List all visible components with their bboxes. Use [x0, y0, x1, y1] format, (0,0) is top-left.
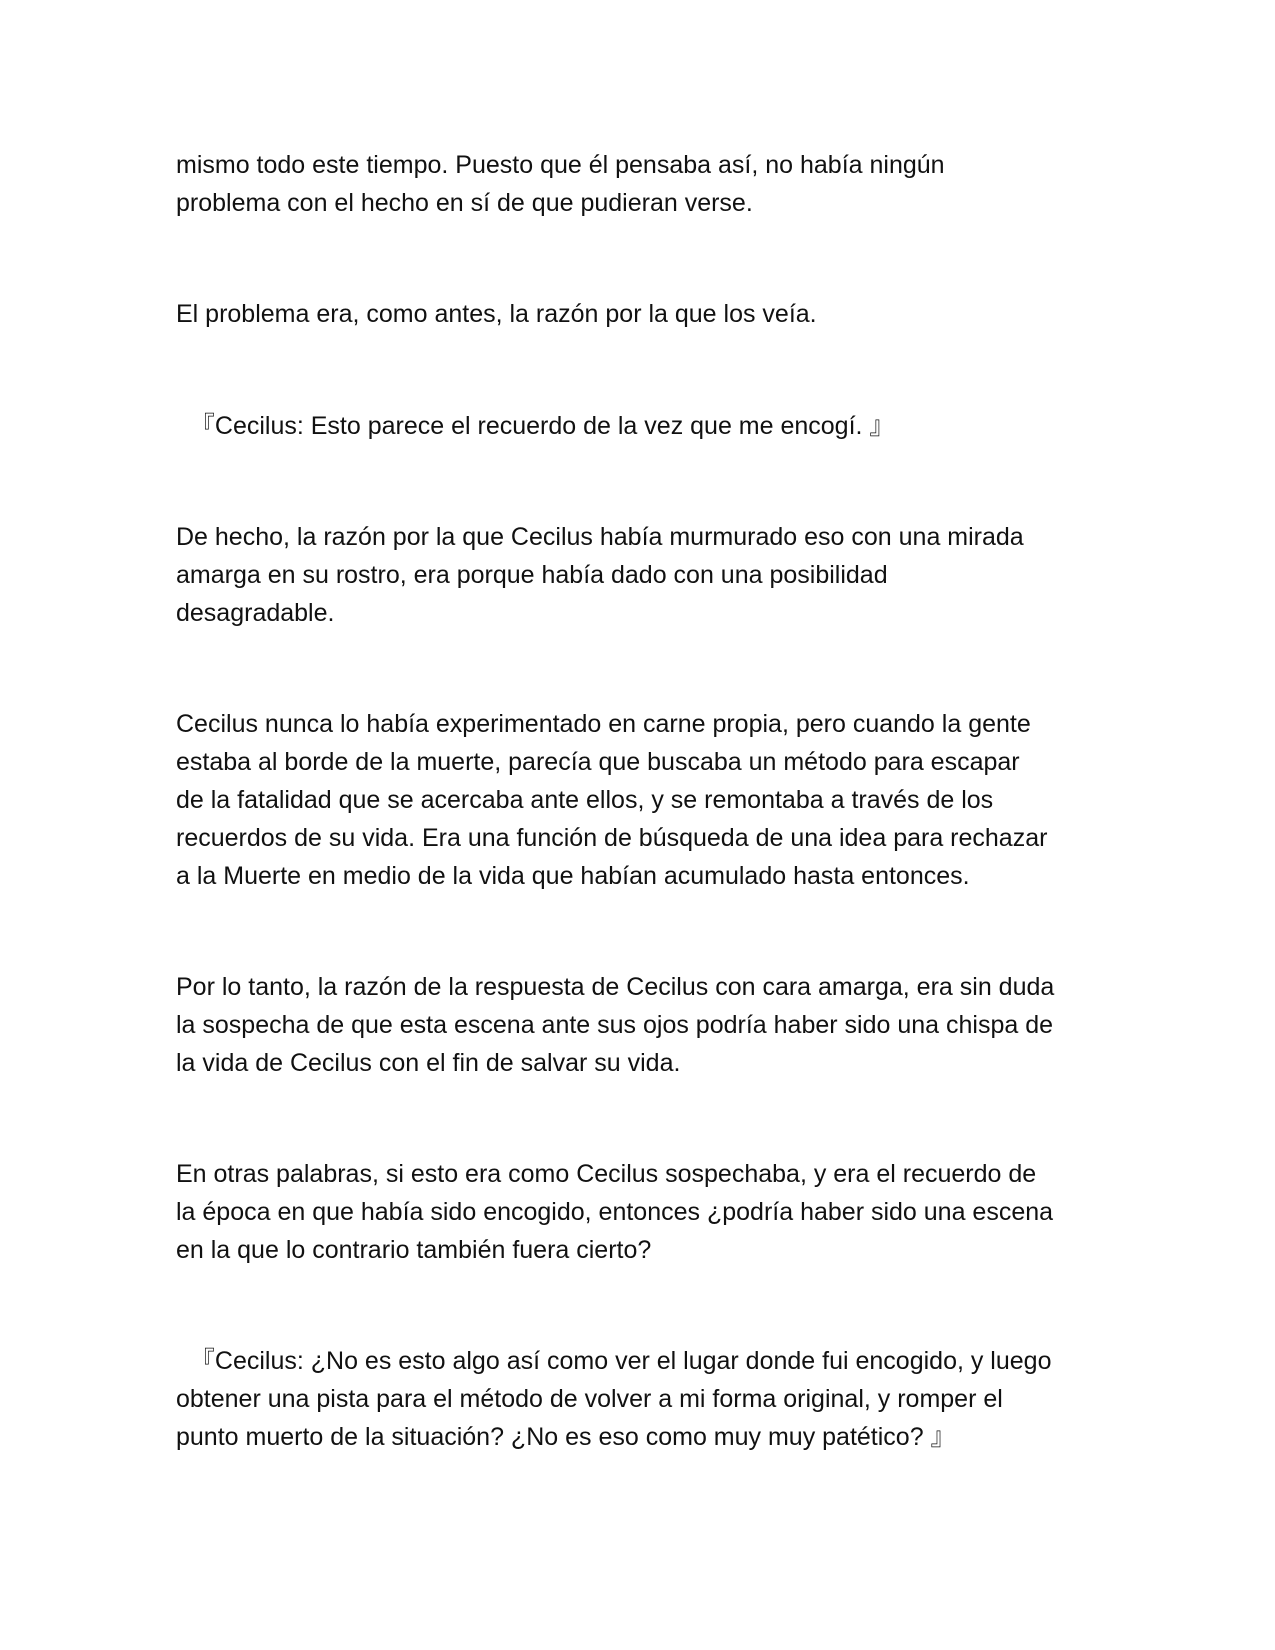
paragraph-line: la sospecha de que esta escena ante sus ojos podría haber sido una chispa de	[176, 1011, 1054, 1039]
paragraph-line: problema con el hecho en sí de que pudieran verse.	[176, 189, 753, 217]
dialogue-line: 『Cecilus: Esto parece el recuerdo de la vez que me encogí. 』	[176, 412, 895, 440]
paragraph-line: a la Muerte en medio de la vida que habían acumulado hasta entonces.	[176, 862, 970, 890]
paragraph-6	[176, 1155, 1116, 1269]
paragraph-line: la vida de Cecilus con el fin de salvar su vida.	[176, 1049, 681, 1077]
paragraph-line: Cecilus nunca lo había experimentado en carne propia, pero cuando la gente	[176, 710, 1031, 738]
dialogue-cecilus-2	[176, 1342, 1116, 1456]
paragraph-line: De hecho, la razón por la que Cecilus había murmurado eso con una mirada	[176, 523, 1024, 551]
paragraph-5	[176, 968, 1116, 1082]
paragraph-line: mismo todo este tiempo. Puesto que él pensaba así, no había ningún	[176, 151, 945, 179]
paragraph-line: recuerdos de su vida. Era una función de búsqueda de una idea para rechazar	[176, 824, 1048, 852]
dialogue-cecilus-1	[176, 407, 1116, 445]
paragraph-3	[176, 518, 1116, 632]
paragraph-line: En otras palabras, si esto era como Cecilus sospechaba, y era el recuerdo de	[176, 1160, 1037, 1188]
paragraph-line: Por lo tanto, la razón de la respuesta de Cecilus con cara amarga, era sin duda	[176, 973, 1055, 1001]
dialogue-line: obtener una pista para el método de volver a mi forma original, y romper el	[176, 1385, 1003, 1413]
dialogue-line: 『Cecilus: ¿No es esto algo así como ver el lugar donde fui encogido, y luego	[176, 1347, 1052, 1375]
paragraph-line: de la fatalidad que se acercaba ante ellos, y se remontaba a través de los	[176, 786, 994, 814]
paragraph-line: El problema era, como antes, la razón por la que los veía.	[176, 300, 817, 328]
paragraph-line: amarga en su rostro, era porque había dado con una posibilidad	[176, 561, 888, 589]
paragraph-2	[176, 295, 1116, 333]
paragraph-line: en la que lo contrario también fuera cierto?	[176, 1236, 652, 1264]
paragraph-line: la época en que había sido encogido, entonces ¿podría haber sido una escena	[176, 1198, 1054, 1226]
dialogue-line: punto muerto de la situación? ¿No es eso como muy muy patético? 』	[176, 1423, 956, 1451]
paragraph-line: estaba al borde de la muerte, parecía que buscaba un método para escapar	[176, 748, 1020, 776]
paragraph-4	[176, 705, 1116, 895]
paragraph-line: desagradable.	[176, 599, 335, 627]
paragraph-1	[176, 146, 1116, 222]
